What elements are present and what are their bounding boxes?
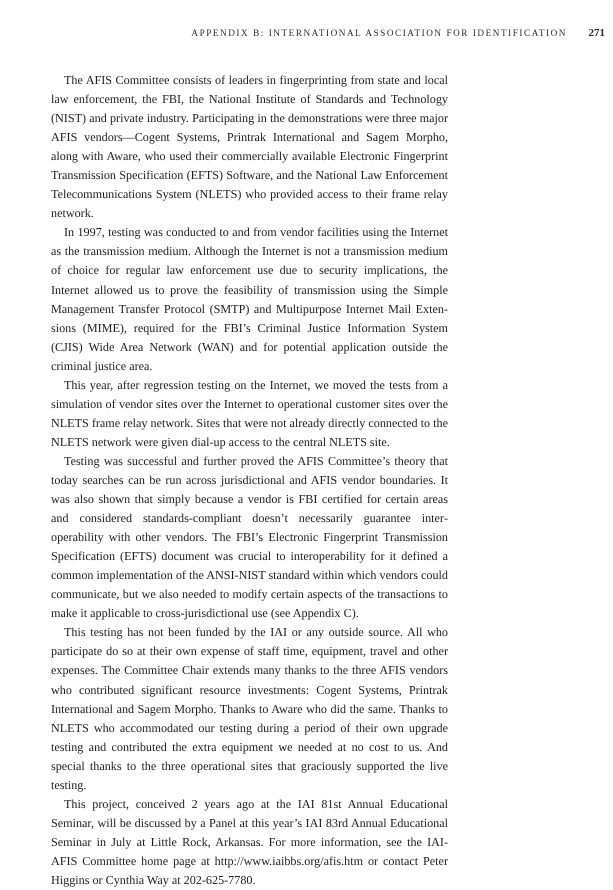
running-head: APPENDIX B: INTERNATIONAL ASSOCIATION FOR IDENTIFICATION [191, 28, 567, 38]
paragraph-afis-committee: The AFIS Committee consists of leaders in fingerprinting from state and local law enforcement, the FBI, the National Institute of Standards and Technology (NIST) and private industry. Participating in the demonstrations were three major AFIS vendors—Cogent Systems, Printrak International and Sagem Morpho, along with Aware, who used their commercially available Electronic Fingerprint Transmission Specification (EFTS) Software, and the National Law Enforcement Telecommunications System (NLETS) who provided access to their frame relay network. [51, 73, 448, 221]
paragraph-regression-testing: This year, after regression testing on the Internet, we moved the tests from a simulation of vendor sites over the Internet to operational customer sites over the NLETS frame relay network. Sites that were not already directly connected to the NLETS network were given dial-up access to the central NLETS site. [51, 377, 448, 449]
paragraph-1997-testing: In 1997, testing was conducted to and from vendor facilities using the Internet as the transmission medium. Although the Internet is not a transmission medium of choice for regular law enforcement use due to security implications, the Internet allowed us to prove the feasibility of transmission using the Simple Management Transfer Protocol (SMTP) and Multipurpose Internet Mail Extensions (MIME), required for the FBI’s Criminal Justice Information System (CJIS) Wide Area Network (WAN) and for potential application outside the criminal justice area. [51, 225, 448, 373]
paragraph-testing-success: Testing was successful and further proved the AFIS Committee’s theory that today searches can be run across jurisdictional and AFIS vendor boundaries. It was also shown that simply because a vendor is FBI certified for certain areas and considered standards-compliant doesn’t necessarily guarantee interoperability with other vendors. The FBI’s Electronic Fingerprint Transmission Specification (EFTS) document was crucial to interoperability for it defined a common implementation of the ANSI-NIST standard within which vendors could communicate, but we also needed to modify certain aspects of the transactions to make it applicable to cross-jurisdictional use (see Appendix C). [51, 453, 448, 621]
paragraph-funding-thanks: This testing has not been funded by the IAI or any outside source. All who participate do so at their own expense of staff time, equipment, travel and other expenses. The Committee Chair extends many thanks to the three AFIS vendors who contributed significant resource investments: Cogent Systems, Printrak International and Sagem Morpho. Thanks to Aware who did the same. Thanks to NLETS who accommodated our testing during a period of their own upgrade testing and contributed the extra equipment we needed at no cost to us. And special thanks to the three operational sites that graciously supported the live testing. [51, 625, 448, 792]
paragraph-project-info: This project, conceived 2 years ago at the IAI 81st Annual Educational Seminar, will be discussed by a Panel at this year’s IAI 83rd Annual Educational Seminar in July at Little Rock, Arkansas. For more information, see the IAI-AFIS Committee home page at http://www.iaibbs.org/afis.htm or contact Peter Higgins or Cynthia Way at 202-625-7780. [51, 796, 448, 887]
page-header [0, 27, 613, 43]
body-text [51, 71, 448, 890]
page-number: 271 [588, 27, 605, 39]
